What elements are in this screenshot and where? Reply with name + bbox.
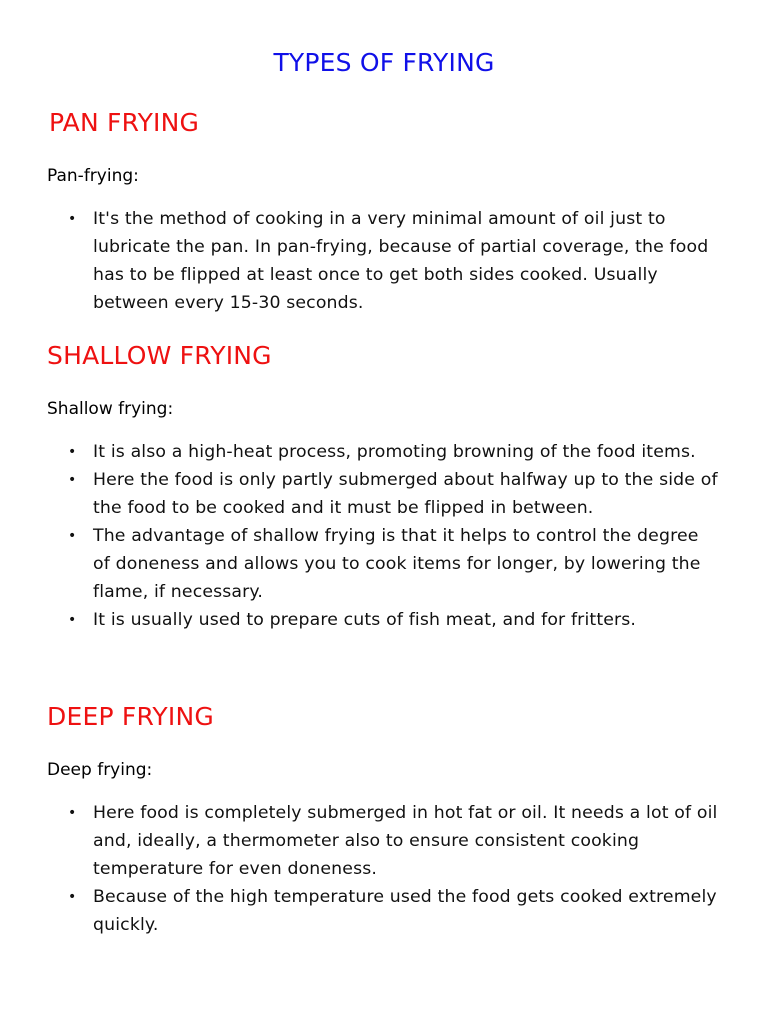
- bullet-list-deep-frying: [0, 799, 768, 939]
- list-item: [0, 606, 768, 634]
- bullet-icon: •: [68, 612, 77, 628]
- subheading-term: Shallow frying:: [47, 399, 174, 419]
- list-item-text: Here food is completely submerged in hot fat or oil. It needs a lot of oil and, ideally, a thermometer also to ensure consistent cooking temperature for even doneness.: [93, 803, 718, 879]
- list-item: [0, 466, 768, 522]
- list-item-text: It is usually used to prepare cuts of fish meat, and for fritters.: [93, 610, 637, 630]
- list-item-text: Here the food is only partly submerged about halfway up to the side of the food to be cooked and it must be flipped in between.: [93, 470, 718, 518]
- list-item-text: The advantage of shallow frying is that it helps to control the degree of doneness and allows you to cook items for longer, by lowering the flame, if necessary.: [93, 526, 701, 602]
- list-item-text: It's the method of cooking in a very minimal amount of oil just to lubricate the pan. In pan-frying, because of partial coverage, the food has to be flipped at least once to get both sides cooked. Usually between every 15-30 seconds.: [93, 209, 709, 313]
- list-item: [0, 438, 768, 466]
- bullet-icon: •: [68, 805, 77, 821]
- list-item: [0, 799, 768, 883]
- bullet-icon: •: [68, 472, 77, 488]
- list-item: [0, 522, 768, 606]
- bullet-icon: •: [68, 528, 77, 544]
- section-heading-deep-frying: DEEP FRYING: [47, 702, 214, 731]
- subheading-colon: :: [133, 166, 139, 186]
- document-title: TYPES OF FRYING: [273, 48, 495, 77]
- list-item: [0, 205, 768, 317]
- subheading-shallow-frying: [47, 397, 173, 421]
- list-item: [0, 883, 768, 939]
- subheading-term: Pan-frying: [47, 166, 134, 186]
- bullet-icon: •: [68, 211, 77, 227]
- subheading-pan-frying: [47, 164, 139, 188]
- subheading-colon: :: [146, 760, 153, 780]
- subheading-deep-frying: [47, 758, 152, 782]
- section-heading-pan-frying: PAN FRYING: [49, 108, 200, 137]
- section-heading-shallow-frying: SHALLOW FRYING: [47, 341, 272, 370]
- bullet-icon: •: [68, 889, 77, 905]
- list-item-text: It is also a high-heat process, promoting browning of the food items.: [93, 442, 696, 462]
- bullet-icon: •: [68, 444, 77, 460]
- list-item-text: Because of the high temperature used the food gets cooked extremely quickly.: [93, 887, 717, 935]
- subheading-term: Deep frying: [47, 760, 147, 780]
- bullet-list-pan-frying: [0, 205, 768, 317]
- bullet-list-shallow-frying: [0, 438, 768, 634]
